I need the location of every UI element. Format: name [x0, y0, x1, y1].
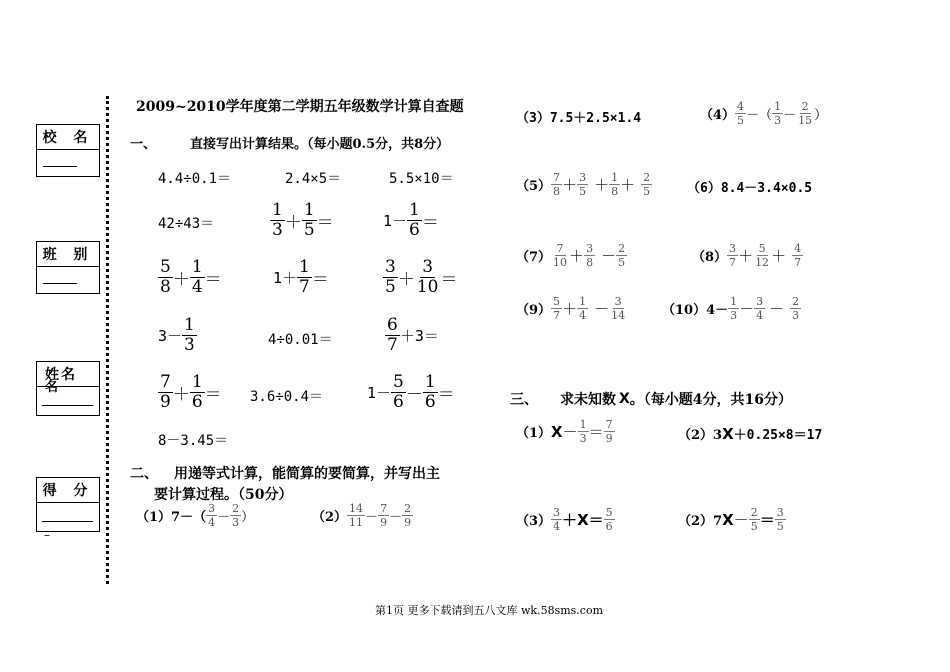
s2-problem-8: （8） $\frac{3}{7}$ ＋ $\frac{5}{12}$ ＋ $\frac{4}{7}$ — [692, 242, 802, 269]
fraction: $\frac{3}{5}$ — [385, 257, 396, 297]
fraction: $\frac{5}{8}$ — [160, 257, 171, 297]
fraction: $\frac{2}{5}$ — [750, 506, 758, 533]
s1-item-c3: $\frac{3}{5}$ ＋ $\frac{3}{10}$ ＝ — [385, 257, 458, 297]
fraction: $\frac{2}{3}$ — [232, 502, 240, 529]
s2-problem-10: （10）4－ $\frac{1}{3}$ － $\frac{3}{4}$ － $\frac{2}{3}$ — [662, 295, 800, 322]
s1-item-d3: $\frac{6}{7}$ ＋3＝ — [387, 315, 439, 355]
fraction: $\frac{3}{4}$ — [553, 506, 561, 533]
fraction: $\frac{3}{4}$ — [756, 295, 764, 322]
score-box — [36, 477, 100, 532]
fraction: $\frac{1}{7}$ — [299, 257, 310, 297]
s1-item-f1: 8－3.45＝ — [158, 433, 229, 449]
fraction: $\frac{1}{5}$ — [303, 200, 315, 240]
section2-instruction-line2: 要计算过程。（50分） — [154, 487, 293, 503]
fraction: $\frac{3}{4}$ — [208, 502, 216, 529]
s2-problem-3: （3）7.5＋2.5×1.4 — [516, 111, 642, 126]
binding-dotted-line — [106, 96, 109, 584]
s1-item-b3: 1－ $\frac{1}{6}$ ＝ — [383, 200, 439, 240]
name-box — [36, 361, 100, 416]
side-mark: – — [44, 528, 50, 542]
score-blank[interactable] — [37, 503, 99, 531]
fraction: $\frac{7}{9}$ — [605, 418, 613, 445]
fraction: $\frac{7}{10}$ — [553, 242, 568, 269]
class-label: 班 别 — [37, 242, 99, 267]
fraction: $\frac{3}{5}$ — [579, 171, 587, 198]
s1-item-c2: 1＋ $\frac{1}{7}$ ＝ — [273, 257, 329, 297]
fraction: $\frac{1}{4}$ — [191, 257, 203, 297]
fraction: $\frac{5}{7}$ — [553, 295, 561, 322]
score-label: 得 分 — [37, 478, 99, 503]
fraction: $\frac{1}{3}$ — [774, 100, 782, 127]
name-label: 姓名 — [45, 367, 77, 383]
fraction: $\frac{1}{3}$ — [579, 418, 587, 445]
fraction: $\frac{3}{5}$ — [776, 506, 784, 533]
fraction: $\frac{1}{6}$ — [424, 372, 436, 412]
s3-problem-3: （3） $\frac{3}{4}$ ＋ X ＝ $\frac{5}{6}$ — [516, 506, 613, 533]
fraction: $\frac{3}{10}$ — [416, 257, 439, 297]
school-box — [36, 124, 100, 177]
fraction: $\frac{2}{9}$ — [404, 502, 412, 529]
fraction: $\frac{1}{6}$ — [191, 372, 203, 412]
s1-item-e2: 3.6÷0.4＝ — [250, 389, 324, 405]
fraction: $\frac{1}{6}$ — [409, 200, 420, 240]
section1-number: 一、 — [130, 137, 157, 152]
s2-problem-6: （6）8.4－3.4×0.5 — [687, 181, 813, 196]
name-extra: 名 — [45, 380, 61, 395]
class-box — [36, 241, 100, 294]
name-blank[interactable] — [37, 387, 99, 415]
s2-problem-9: （9） $\frac{5}{7}$ ＋ $\frac{1}{4}$ － $\frac{3}{14}$ — [516, 295, 626, 322]
s2-problem-7: （7） $\frac{7}{10}$ ＋ $\frac{3}{8}$ － $\frac{2}{5}$ — [516, 242, 626, 269]
fraction: $\frac{4}{5}$ — [737, 100, 745, 127]
school-label: 校 名 — [37, 125, 99, 150]
fraction: $\frac{1}{8}$ — [611, 171, 619, 198]
fraction: $\frac{1}{4}$ — [579, 295, 587, 322]
fraction: $\frac{2}{5}$ — [618, 242, 626, 269]
section3-instruction: 求未知数 X 。（每小题4分，共16分） — [560, 391, 793, 408]
fraction: $\frac{2}{15}$ — [798, 100, 813, 127]
s1-item-d2: 4÷0.01＝ — [268, 332, 333, 348]
fraction: $\frac{3}{8}$ — [586, 242, 594, 269]
s1-item-c1: $\frac{5}{8}$ ＋ $\frac{1}{4}$ ＝ — [160, 257, 222, 297]
page-title: 2009~2010学年度第二学期五年级数学计算自查题 — [136, 99, 464, 115]
s1-item-d1: 3－ $\frac{1}{3}$ — [158, 315, 195, 355]
s2-problem-4: （4） $\frac{4}{5}$ －（ $\frac{1}{3}$ － $\frac{2}{15}$ ） — [700, 100, 828, 127]
fraction: $\frac{2}{5}$ — [643, 171, 651, 198]
fraction: $\frac{5}{12}$ — [755, 242, 770, 269]
fraction: $\frac{4}{7}$ — [794, 242, 802, 269]
s3-problem-2: （2）3 X ＋0.25×8＝17 — [678, 424, 823, 443]
s1-item-a2: 2.4×5＝ — [285, 171, 342, 187]
fraction: $\frac{5}{6}$ — [605, 506, 613, 533]
fraction: $\frac{3}{7}$ — [729, 242, 737, 269]
s1-item-b1: 42÷43＝ — [158, 216, 215, 232]
class-blank[interactable] — [37, 267, 99, 293]
s1-item-a1: 4.4÷0.1＝ — [158, 171, 232, 187]
section2-number: 二、 — [130, 466, 158, 482]
fraction: $\frac{2}{3}$ — [792, 295, 800, 322]
s3-problem-4: （2）7 X － $\frac{2}{5}$ ＝ $\frac{3}{5}$ — [678, 506, 784, 533]
school-blank[interactable] — [37, 150, 99, 176]
s1-item-e1: $\frac{7}{9}$ ＋ $\frac{1}{6}$ ＝ — [160, 372, 222, 412]
s2-problem-1: （1）7－（ $\frac{3}{4}$ － $\frac{2}{3}$ ） — [136, 502, 255, 529]
s1-item-a3: 5.5×10＝ — [389, 171, 454, 187]
fraction: $\frac{14}{11}$ — [349, 502, 364, 529]
fraction: $\frac{5}{6}$ — [393, 372, 404, 412]
fraction: $\frac{1}{3}$ — [730, 295, 738, 322]
s1-item-b2: $\frac{1}{3}$ ＋ $\frac{1}{5}$ ＝ — [272, 200, 334, 240]
fraction: $\frac{7}{8}$ — [553, 171, 561, 198]
s2-problem-5: （5） $\frac{7}{8}$ ＋ $\frac{3}{5}$ ＋ $\frac{1}{8}$ ＋ $\frac{2}{5}$ — [516, 171, 651, 198]
section2-instruction-line1: 用递等式计算，能简算的要简算，并写出主 — [174, 466, 440, 482]
s3-problem-1: （1） X － $\frac{1}{3}$ ＝ $\frac{7}{9}$ — [516, 418, 613, 445]
fraction: $\frac{6}{7}$ — [387, 315, 398, 355]
page-footer: 第1页 更多下载请到五八文库 wk.58sms.com — [375, 604, 603, 617]
fraction: $\frac{1}{3}$ — [184, 315, 195, 355]
section1-instruction: 直接写出计算结果。（每小题0.5分，共8分） — [190, 137, 450, 152]
fraction: $\frac{7}{9}$ — [380, 502, 388, 529]
s2-problem-2: （2） $\frac{14}{11}$ － $\frac{7}{9}$ － $\frac{2}{9}$ — [312, 502, 412, 529]
fraction: $\frac{3}{14}$ — [611, 295, 626, 322]
name-label-cell — [37, 362, 99, 395]
s1-item-e3: 1－ $\frac{5}{6}$ － $\frac{1}{6}$ ＝ — [367, 372, 455, 412]
fraction: $\frac{1}{3}$ — [272, 200, 283, 240]
section3-number: 三、 — [510, 392, 538, 408]
fraction: $\frac{7}{9}$ — [160, 372, 171, 412]
